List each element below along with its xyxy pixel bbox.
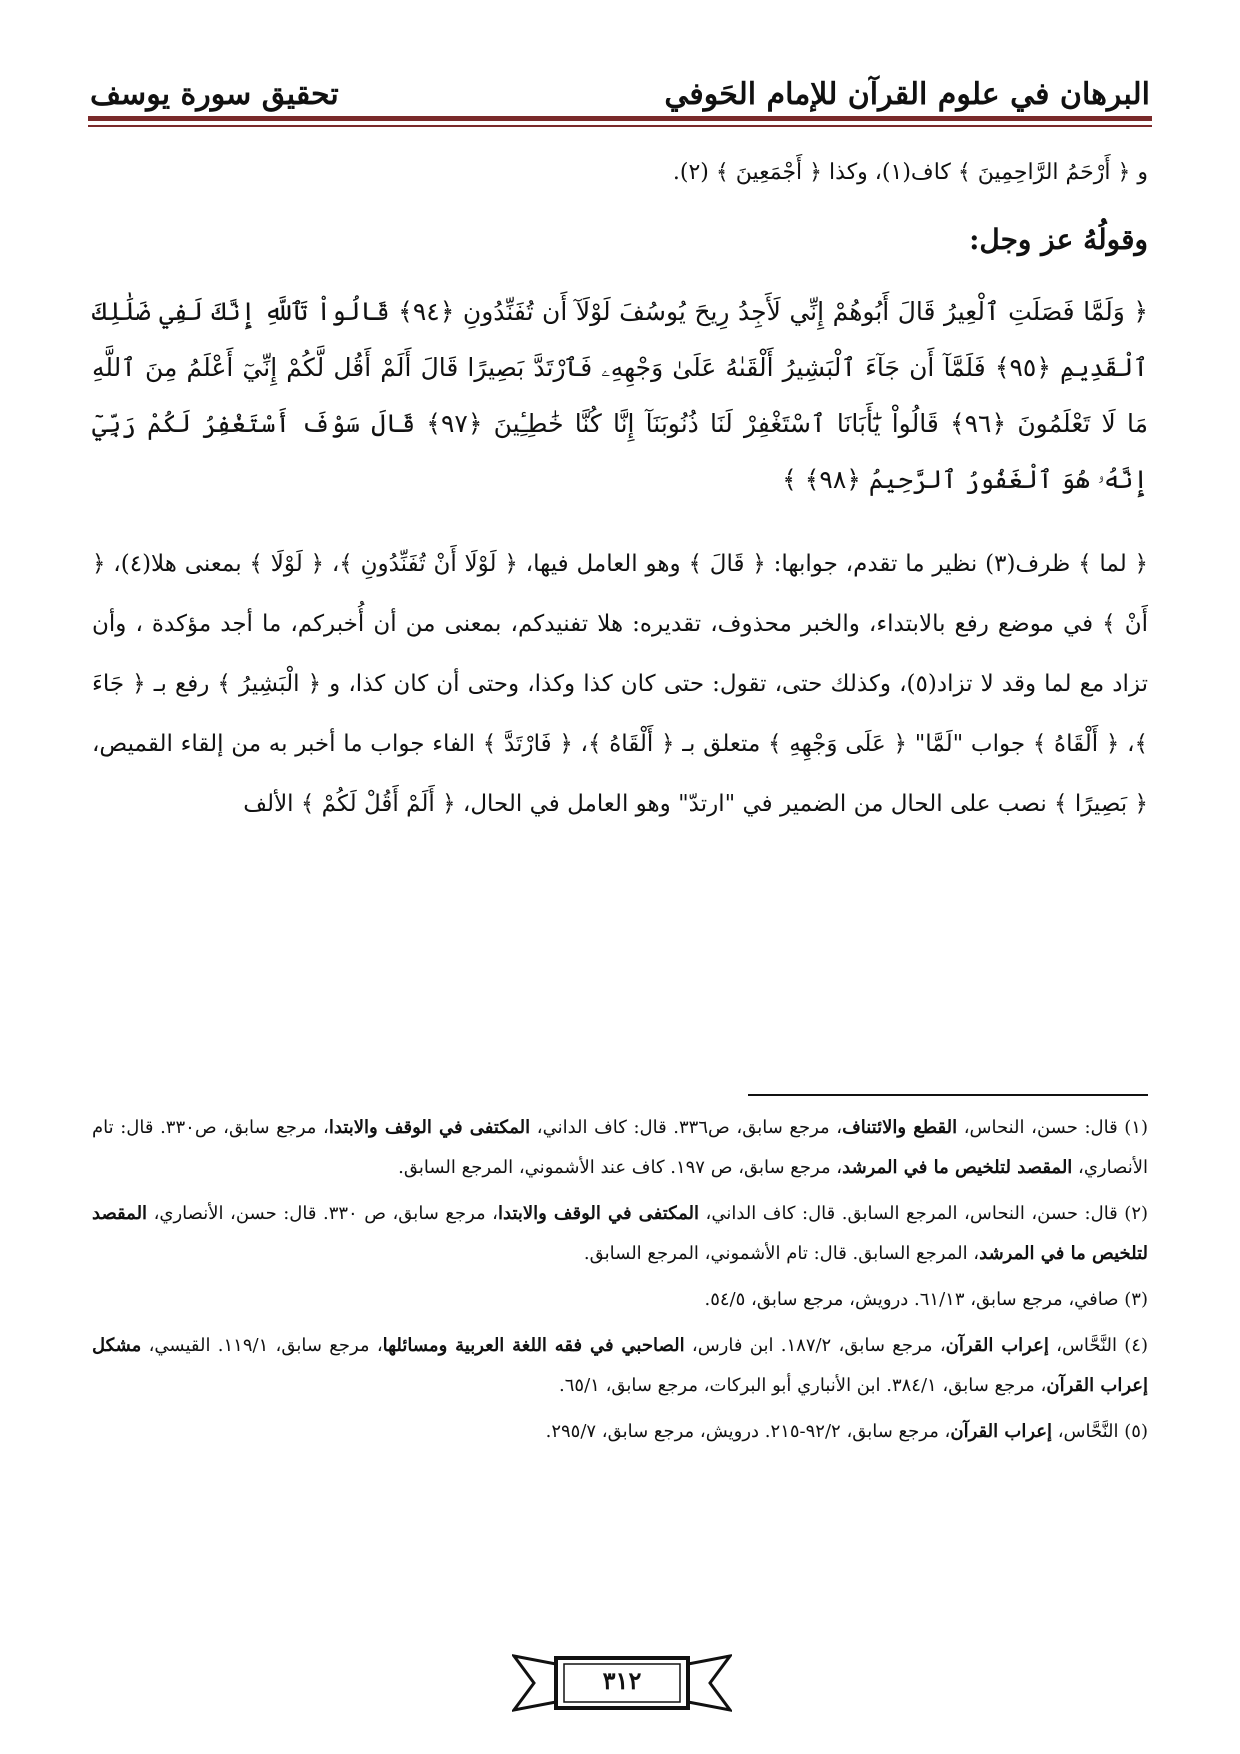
main-content	[92, 140, 1148, 834]
footnote-4: (٤) النَّحَّاس، إعراب القرآن، مرجع سابق، ١٨٧/٢. ابن فارس، الصاحبي في فقه اللغة العربية ومسائلها، مرجع سابق، ١١٩/١. القيسي، مشكل إعراب القرآن، مرجع سابق، ٣٨٤/١. ابن الأنباري أبو البركات، مرجع سابق، ٦٥/١.	[92, 1335, 1148, 1396]
page-number: ٣١٢	[602, 1666, 642, 1695]
footnote-5: (٥) النَّحَّاس، إعراب القرآن، مرجع سابق، ٩٢/٢-٢١٥. درويش، مرجع سابق، ٢٩٥/٧.	[545, 1421, 1148, 1442]
footnotes	[92, 1108, 1148, 1458]
footnote-1: (١) قال: حسن، النحاس، القطع والائتناف، مرجع سابق، ص٣٣٦. قال: كاف الداني، المكتفى في الوقف والابتدا، مرجع سابق، ص٣٣٠. قال: تام الأنصاري، المقصد لتلخيص ما في المرشد، مرجع سابق، ص ١٩٧. كاف عند الأشموني، المرجع السابق.	[92, 1117, 1148, 1178]
header-book-title: البرهان في علوم القرآن للإمام الحَوفي	[664, 77, 1150, 112]
footnote-separator	[748, 1094, 1148, 1096]
footnote-2: (٢) قال: حسن، النحاس، المرجع السابق. قال: كاف الداني، المكتفى في الوقف والابتدا، مرجع سابق، ص ٣٣٠. قال: حسن، الأنصاري، المقصد لتلخيص ما في المرشد، المرجع السابق. قال: تام الأشموني، المرجع السابق.	[92, 1203, 1149, 1264]
intro-line: و ﴿ أَرْحَمُ الرَّاحِمِينَ ﴾ كاف(١)، وكذا ﴿ أَجْمَعِينَ ﴾ (٢).	[672, 160, 1148, 185]
header-rule-thin	[88, 125, 1152, 127]
header-section-title: تحقيق سورة يوسف	[90, 77, 339, 112]
commentary-paragraph: ﴿ لما ﴾ ظرف(٣) نظير ما تقدم، جوابها: ﴿ قَالَ ﴾ وهو العامل فيها، ﴿ لَوْلَا أَنْ تُفَنِّدُونِ ﴾، ﴿ لَوْلَا ﴾ بمعنى هلا(٤)، ﴿ أَنْ ﴾ في موضع رفع بالابتداء، والخبر محذوف، تقديره: هلا تفنيدكم، بمعنى من أن أُخبركم، ما أجد مؤكدة ، وأن تزاد مع لما وقد لا تزاد(٥)، وكذلك حتى، تقول: حتى كان كذا وكذا، وحتى أن كان كذا، و ﴿ الْبَشِيرُ ﴾ رفع بـ ﴿ جَاءَ ﴾، ﴿ أَلْقَاهُ ﴾ جواب "لَمَّا" ﴿ عَلَى وَجْهِهِ ﴾ متعلق بـ ﴿ أَلْقَاهُ ﴾، ﴿ فَارْتَدَّ ﴾ الفاء جواب ما أخبر به من إلقاء القميص، ﴿ بَصِيرًا ﴾ نصب على الحال من الضمير في "ارتدّ" وهو العامل في الحال، ﴿ أَلَمْ أَقُلْ لَكُمْ ﴾ الألف	[92, 551, 1148, 817]
footnote-3: (٣) صافي، مرجع سابق، ٦١/١٣. درويش، مرجع سابق، ٥٤/٥.	[704, 1289, 1148, 1310]
section-heading: وقولُهُ عز وجل:	[969, 223, 1148, 256]
page-number-ornament	[512, 1650, 732, 1716]
quran-verse-block: ﴿ وَلَمَّا فَصَلَتِ ٱلْعِيرُ قَالَ أَبُوهُمْ إِنِّي لَأَجِدُ رِيحَ يُوسُفَ لَوْلَآ أَن تُفَنِّدُونِ ﴿٩٤﴾ قَالُواْ تَٱللَّهِ إِنَّكَ لَفِي ضَلَٰلِكَ ٱلْقَدِيمِ ﴿٩٥﴾ فَلَمَّآ أَن جَآءَ ٱلْبَشِيرُ أَلْقَىٰهُ عَلَىٰ وَجْهِهِۦ فَٱرْتَدَّ بَصِيرًا قَالَ أَلَمْ أَقُل لَّكُمْ إِنِّيٓ أَعْلَمُ مِنَ ٱللَّهِ مَا لَا تَعْلَمُونَ ﴿٩٦﴾ قَالُواْ يَٰٓأَبَانَا ٱسْتَغْفِرْ لَنَا ذُنُوبَنَآ إِنَّا كُنَّا خَٰطِـِٔينَ ﴿٩٧﴾ قَالَ سَوْفَ أَسْتَغْفِرُ لَكُمْ رَبِّيٓ إِنَّهُۥ هُوَ ٱلْغَفُورُ ٱلرَّحِيمُ ﴿٩٨﴾ ﴾	[92, 297, 1149, 494]
header-rule-thick	[88, 116, 1152, 121]
running-header	[90, 62, 1150, 112]
